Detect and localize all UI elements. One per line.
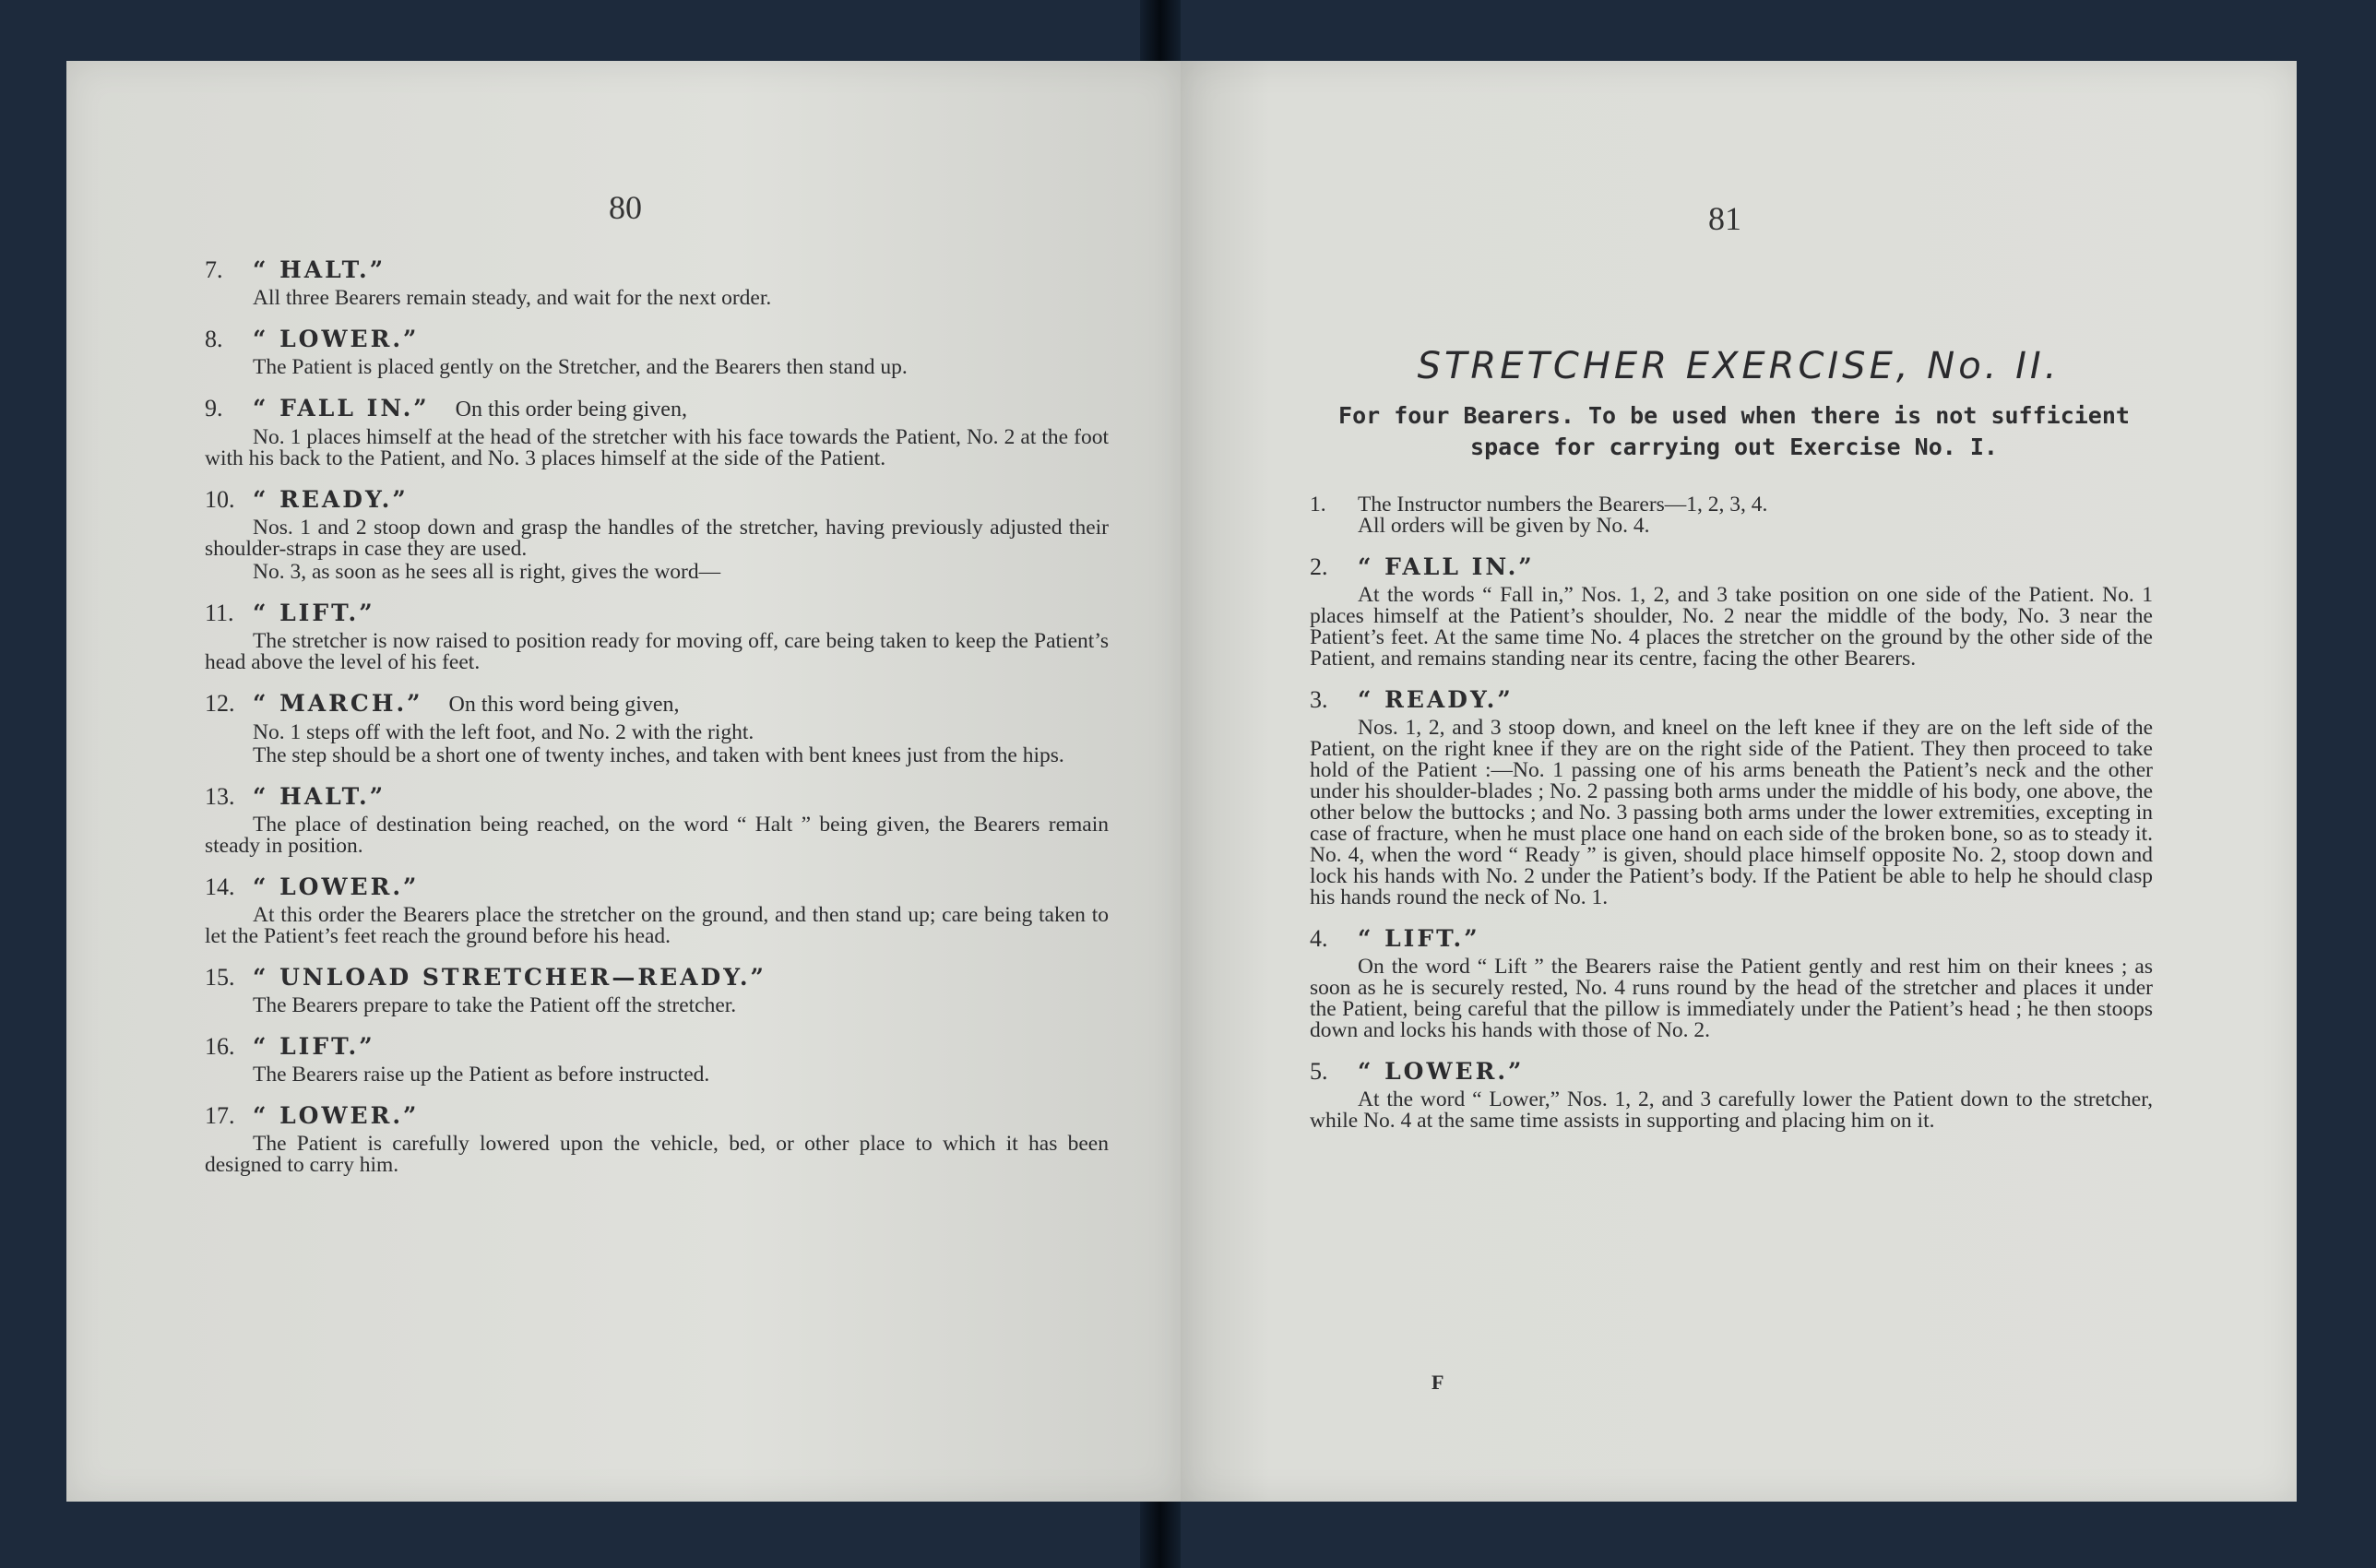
- intro-line: The Instructor numbers the Bearers—1, 2, 3, 4.: [1358, 493, 1768, 517]
- right-page-content: [1310, 494, 2153, 1148]
- instruction-text: The Bearers raise up the Patient as before instructed.: [253, 1063, 710, 1087]
- command-word: “ LIFT.”: [253, 1033, 375, 1060]
- instruction-item: [1310, 925, 2153, 1041]
- command-word: “ LOWER.”: [253, 326, 420, 352]
- instruction-text: No. 1 steps off with the left foot, and No. 2 with the right.: [253, 720, 754, 744]
- instruction-item: [205, 1102, 1109, 1176]
- command-line: [205, 873, 1109, 901]
- command-line: [205, 964, 1109, 992]
- item-number: 16.: [205, 1033, 235, 1060]
- item-number: 17.: [205, 1102, 235, 1129]
- instruction-text: No. 1 places himself at the head of the stretcher with his face towards the Patient, No. 2 at the foot with his back to the Patient, and No. 3 places himself at the side of the Patient.: [205, 425, 1109, 470]
- command-line: [205, 486, 1109, 514]
- intro-line: All orders will be given by No. 4.: [1358, 514, 1650, 538]
- item-number: 10.: [205, 486, 235, 513]
- item-number: 9.: [205, 395, 223, 422]
- instruction-item: [205, 395, 1109, 469]
- item-number: 5.: [1310, 1058, 1328, 1085]
- item-number: 2.: [1310, 553, 1328, 580]
- command-word: “ FALL IN.”: [253, 395, 430, 422]
- command-line: [205, 395, 1109, 423]
- item-number: 11.: [205, 600, 234, 626]
- page-number: 80: [609, 189, 642, 226]
- command-word: “ LOWER.”: [253, 873, 420, 900]
- instruction-text: The Patient is placed gently on the Stretcher, and the Bearers then stand up.: [253, 355, 908, 379]
- item-number: 13.: [205, 783, 235, 810]
- command-line: [1310, 925, 2153, 953]
- command-line: [205, 600, 1109, 627]
- signature-mark: F: [1432, 1371, 1444, 1394]
- left-page: [66, 61, 1181, 1502]
- command-word: “ HALT.”: [253, 256, 386, 283]
- command-word: “ HALT.”: [253, 783, 386, 810]
- instruction-item: [1310, 1058, 2153, 1132]
- right-page: [1181, 61, 2297, 1502]
- item-number: 14.: [205, 873, 235, 900]
- instruction-item: [205, 326, 1109, 378]
- command-word: “ LIFT.”: [1358, 925, 1480, 952]
- instruction-text: Nos. 1 and 2 stoop down and grasp the handles of the stretcher, having previously adjusted their shoulder-straps in case they are used.: [205, 516, 1109, 561]
- section-heading: STRETCHER EXERCISE, No. II.: [1417, 345, 2061, 387]
- instruction-text: No. 3, as soon as he sees all is right, gives the word—: [253, 560, 721, 584]
- item-number: 3.: [1310, 686, 1328, 713]
- command-line: [205, 256, 1109, 284]
- instruction-text: At the word “ Lower,” Nos. 1, 2, and 3 carefully lower the Patient down to the stretcher, while No. 4 at the same time assists in supporting and placing him on it.: [1310, 1087, 2153, 1133]
- command-word: “ READY.”: [1358, 686, 1514, 713]
- command-line: [205, 326, 1109, 353]
- instruction-item: [205, 783, 1109, 857]
- instruction-item: [205, 873, 1109, 947]
- instruction-item: [205, 1033, 1109, 1086]
- instruction-text: All three Bearers remain steady, and wait for the next order.: [253, 286, 772, 310]
- command-line: [1310, 553, 2153, 581]
- instruction-text: The Bearers prepare to take the Patient off the stretcher.: [253, 993, 737, 1017]
- command-word: “ MARCH.”: [253, 690, 423, 717]
- command-word: “ LOWER.”: [1358, 1058, 1525, 1085]
- instruction-item: [205, 600, 1109, 673]
- command-note: On this word being given,: [448, 693, 680, 717]
- instruction-item: [205, 964, 1109, 1016]
- command-line: [205, 1102, 1109, 1130]
- command-line: [205, 690, 1109, 719]
- command-line: [205, 1033, 1109, 1061]
- instruction-item: [205, 256, 1109, 309]
- command-word: “ LOWER.”: [253, 1102, 420, 1129]
- instruction-text: The step should be a short one of twenty inches, and taken with bent knees just from the hips.: [253, 743, 1064, 767]
- command-word: “ LIFT.”: [253, 600, 375, 626]
- instruction-text: Nos. 1, 2, and 3 stoop down, and kneel on the left knee if they are on the left side of the Patient, on the right knee if they are on the right side of the Patient. They then proceed to take hold of the Patient :—No. 1 passing one of his arms beneath the Patient’s neck and the other under his shoulder-blades ; No. 2 passing both arms under the middle of his body, one above, the other below the buttocks ; and No. 3 passing both arms under the lower extremities, excepting in case of fracture, when he must place one hand on each side of the broken bone, so as to steady it. No. 4, when the word “ Ready ” is given, should place himself opposite No. 2, stoop down and lock his hands with No. 2 under the Patient’s body. If the Patient be able to help he should clasp his hands round the neck of No. 1.: [1310, 716, 2153, 909]
- instruction-text: The stretcher is now raised to position ready for moving off, care being taken to keep the Patient’s head above the level of his feet.: [205, 629, 1109, 674]
- command-word: “ FALL IN.”: [1358, 553, 1535, 580]
- item-number: 4.: [1310, 925, 1328, 952]
- instruction-item: [1310, 494, 2153, 537]
- left-page-content: [205, 256, 1109, 1193]
- command-word: “ READY.”: [253, 486, 409, 513]
- item-number: 7.: [205, 256, 223, 283]
- instruction-text: At this order the Bearers place the stretcher on the ground, and then stand up; care being taken to let the Patient’s feet reach the ground before his head.: [205, 903, 1109, 948]
- item-number: 1.: [1310, 493, 1326, 517]
- instruction-item: [1310, 553, 2153, 670]
- instruction-text: At the words “ Fall in,” Nos. 1, 2, and 3 take position on one side of the Patient. No. 1 places himself at the Patient’s shoulder, No. 2 near the middle of the body, No. 3 near the Patient’s feet. At the same time No. 4 places the stretcher on the ground by the other side of the Patient, and remains standing near its centre, facing the other Bearers.: [1310, 583, 2153, 671]
- command-line: [205, 783, 1109, 811]
- item-number: 15.: [205, 964, 235, 991]
- instruction-item: [1310, 686, 2153, 909]
- command-word: “ UNLOAD STRETCHER—READY.”: [253, 964, 766, 991]
- section-subheading: For four Bearers. To be used when there is not sufficient space for carrying out Exercise No. I.: [1338, 402, 2130, 460]
- command-note: On this order being given,: [455, 398, 687, 422]
- instruction-item: [205, 690, 1109, 766]
- instruction-text: The Patient is carefully lowered upon the vehicle, bed, or other place to which it has been designed to carry him.: [205, 1132, 1109, 1177]
- instruction-text: On the word “ Lift ” the Bearers raise the Patient gently and rest him on their knees ; as soon as he is securely rested, No. 4 runs round by the head of the stretcher and places it under the Patient, being careful that the pillow is immediately under the Patient’s head ; he then stoops down and locks his hands with those of No. 2.: [1310, 955, 2153, 1042]
- item-number: 12.: [205, 690, 235, 717]
- instruction-item: [205, 486, 1109, 583]
- item-number: 8.: [205, 326, 223, 352]
- page-number: 81: [1708, 200, 1741, 237]
- command-line: [1310, 1058, 2153, 1086]
- command-line: [1310, 686, 2153, 714]
- instruction-text: The place of destination being reached, on the word “ Halt ” being given, the Bearers remain steady in position.: [205, 813, 1109, 858]
